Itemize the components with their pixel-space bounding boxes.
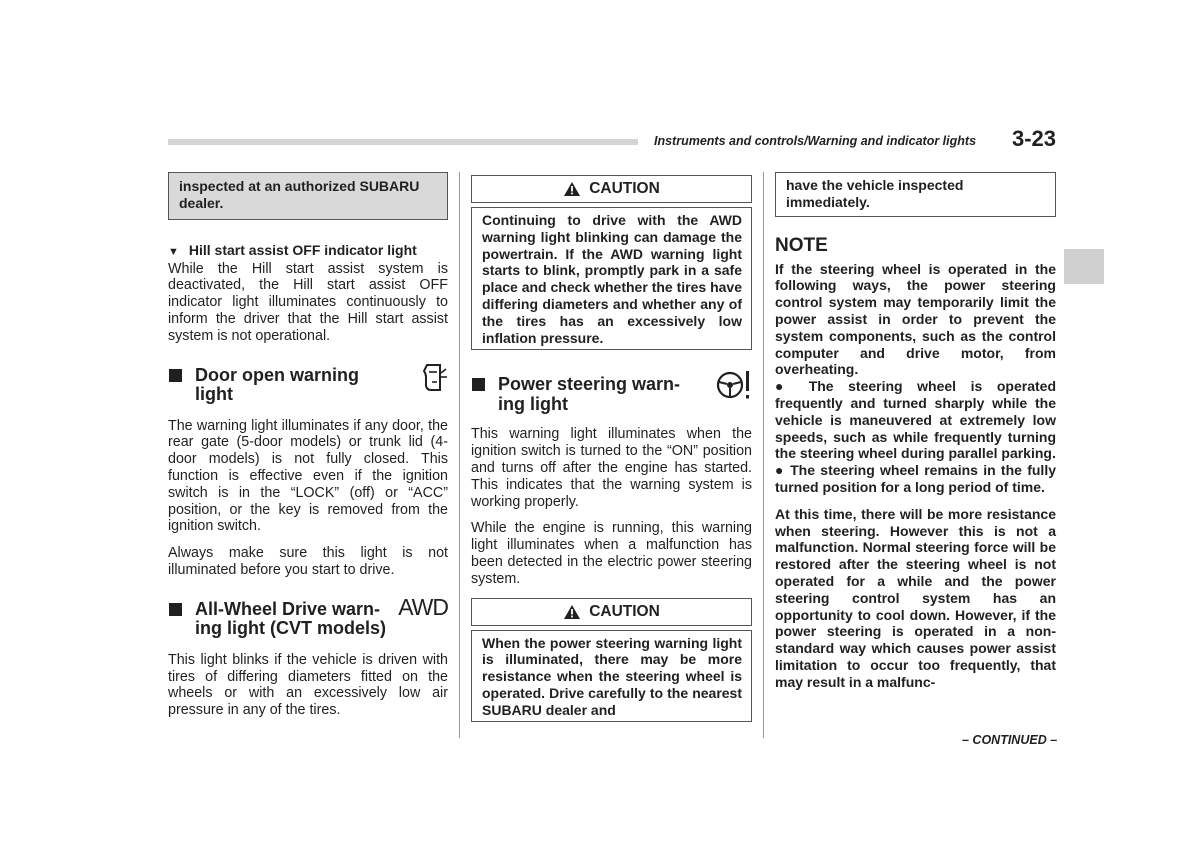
- caution-header: CAUTION: [471, 175, 752, 203]
- note-bullet: ● The steering wheel remains in the fully turned position for a long period of time.: [775, 462, 1056, 495]
- caution-body: When the power steering warning light is illuminated, there may be more resistance when the steering wheel is operated. Drive carefully to the nearest SUBARU dealer and: [471, 630, 752, 722]
- triangle-bullet-icon: ▼: [168, 245, 179, 258]
- awd-warning-icon: AWD: [398, 593, 448, 620]
- power-steering-text-1: This warning light illuminates when the ignition switch is turned to the “ON” position and turns off after the engine has started. This indicates that the warning system is working properly.: [471, 426, 752, 510]
- column-2: [471, 175, 752, 722]
- caution-header: CAUTION: [471, 598, 752, 626]
- door-open-text-1: The warning light illuminates if any door, the rear gate (5-door models) or trunk lid (4-door models) is not fully closed. This function is effective even if the ignition switch is in the “LOCK” (off) or “ACC” position, or the key is removed from the ignition switch.: [168, 417, 448, 535]
- awd-heading: All-Wheel Drive warn- ing light (CVT models) AWD: [168, 600, 448, 639]
- note-title: NOTE: [775, 234, 828, 256]
- continued-marker: – CONTINUED –: [962, 733, 1058, 747]
- square-bullet-icon: [472, 378, 485, 391]
- column-divider: [763, 172, 764, 738]
- door-open-heading: Door open warning light: [168, 366, 448, 405]
- door-open-text-2: Always make sure this light is not illuminated before you start to drive.: [168, 545, 448, 578]
- note-intro: If the steering wheel is operated in the following ways, the power steering control system may temporarily limit the power assist in order to prevent the system components, such as the control computer and drive motor, from overheating.: [775, 260, 1056, 378]
- door-open-warning-icon: [420, 363, 448, 393]
- chapter-tab: [1064, 249, 1104, 284]
- power-steering-text-2: While the engine is running, this warning light illuminates when a malfunction has been detected in the electric power steering system.: [471, 520, 752, 587]
- continuation-box: have the vehicle inspected immediately.: [775, 172, 1056, 217]
- page-number: 3-23: [1012, 126, 1057, 151]
- hill-start-subheading: ▼ Hill start assist OFF indicator light: [168, 241, 417, 258]
- note-final: At this time, there will be more resistance when steering. However this is not a malfunction. Normal steering force will be restored after the steering wheel is not operated for a while and the power steering control system has an opportunity to cool down. However, if the power steering is operated in a non-standard way which causes power assist limitation to occur too frequently, that may result in a malfunc-: [775, 505, 1056, 690]
- awd-text: This light blinks if the vehicle is driven with tires of differing diameters fitted on the wheels or with an excessively low air pressure in any of the tires.: [168, 651, 448, 719]
- power-steering-heading: Power steering warn- ing light: [471, 375, 752, 414]
- continuation-box: inspected at an authorized SUBARU dealer.: [168, 172, 448, 220]
- square-bullet-icon: [169, 369, 182, 382]
- column-divider: [459, 172, 460, 738]
- column-1: [168, 172, 448, 729]
- square-bullet-icon: [169, 603, 182, 616]
- power-steering-warning-icon: [716, 369, 752, 403]
- header-rule: [168, 139, 638, 145]
- note-bullet: ● The steering wheel is operated frequently and turned sharply while the vehicle is maneuvered at extremely low speeds, such as while frequently turning the steering wheel during parallel parking.: [775, 378, 1056, 462]
- caution-body: Continuing to drive with the AWD warning light blinking can damage the powertrain. If the AWD warning light starts to blink, promptly park in a safe place and check whether the tires have differing diameters and whether any of the tires has an excessively low inflation pressure.: [471, 207, 752, 350]
- column-3: [775, 172, 1056, 691]
- warning-triangle-icon: [563, 181, 581, 197]
- hill-start-text: While the Hill start assist system is deactivated, the Hill start assist OFF indicator light illuminates continuously to inform the driver that the Hill start assist system is not operational.: [168, 260, 448, 344]
- page-header-title: Instruments and controls/Warning and indicator lights: [654, 134, 977, 148]
- warning-triangle-icon: [563, 604, 581, 620]
